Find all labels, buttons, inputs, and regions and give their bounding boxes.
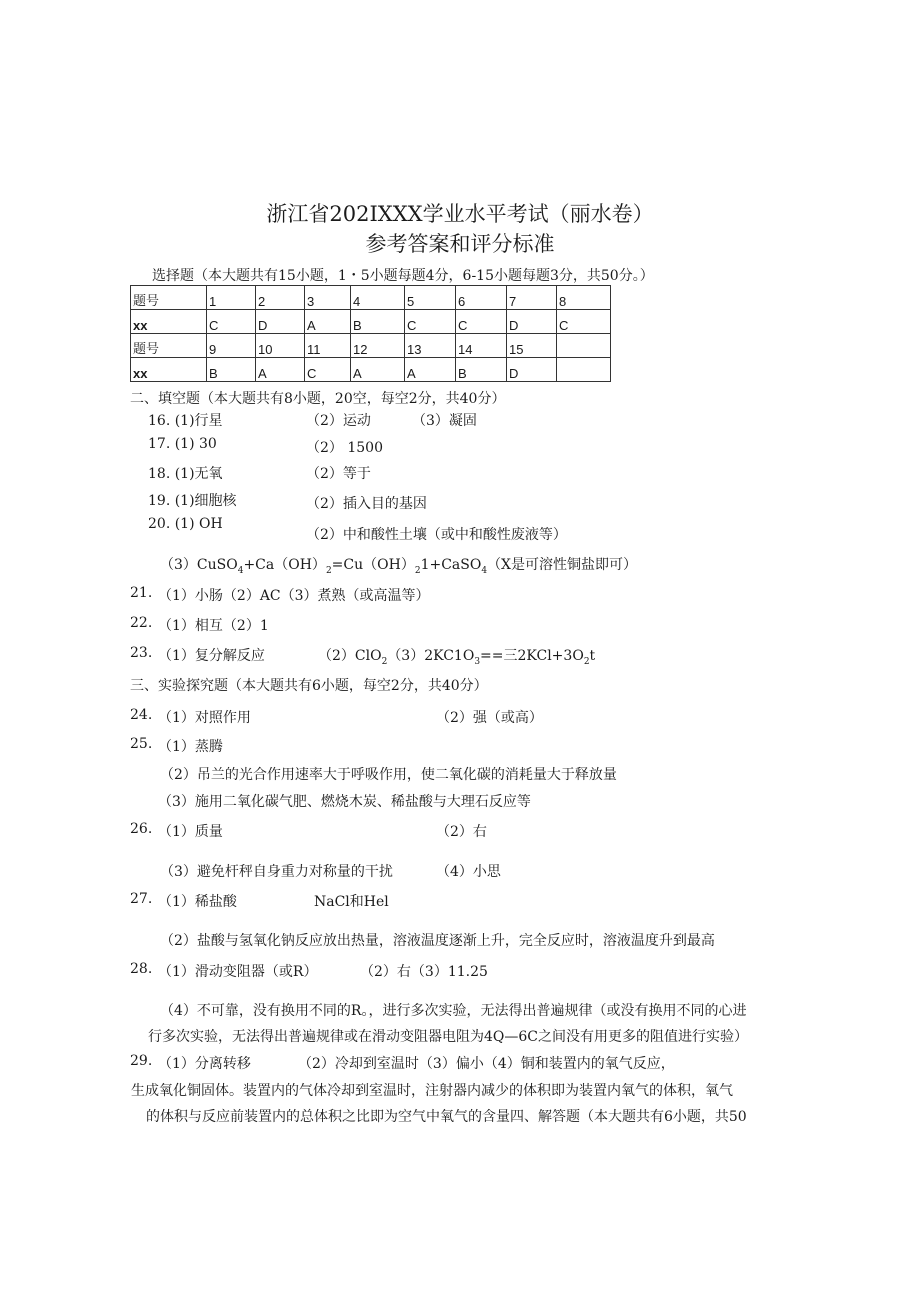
table-cell: 1 <box>207 286 256 310</box>
q19-part1: 19. (1)细胞核 <box>148 493 237 509</box>
q27-part2: （2）盐酸与氢氧化钠反应放出热量，溶液温度逐渐上升，完全反应时，溶液温度升到最高 <box>160 933 715 949</box>
q25-part3: （3）施用二氧化碳气肥、燃烧木炭、稀盐酸与大理石反应等 <box>158 794 531 810</box>
q28-part4-line2: 行多次实验，无法得出普遍规律或在滑动变阻器电阻为4Q—6C之间没有用更多的阻值进行实验） <box>148 1029 749 1045</box>
table-cell: C <box>207 310 256 334</box>
q22-answer: （1）相互（2）1 <box>158 618 269 634</box>
q29-line3: 的体积与反应前装置内的总体积之比即为空气中氧气的含量四、解答题（本大题共有6小题，共50 <box>146 1109 747 1125</box>
table-cell: 5 <box>405 286 456 310</box>
eq-text: t <box>589 648 596 664</box>
table-cell: C <box>456 310 507 334</box>
table-cell: 4 <box>351 286 405 310</box>
table-cell <box>557 334 611 358</box>
table-cell: D <box>256 310 305 334</box>
document-title: 浙江省202IXXX学业水平考试（丽水卷） <box>266 202 654 226</box>
q17-part2: （2） 1500 <box>306 440 383 456</box>
q28-part2: （2）右（3）11.25 <box>360 964 488 980</box>
table-cell: 3 <box>305 286 351 310</box>
table-cell: xx <box>131 310 207 334</box>
q17-part1: 17. (1) 30 <box>148 436 217 452</box>
table-row <box>131 286 611 310</box>
section-3-heading: 三、实验探究题（本大题共有6小题，每空2分，共40分） <box>130 678 488 694</box>
q27-number: 27. <box>130 891 153 907</box>
q27-part1: （1）稀盐酸 <box>158 894 237 910</box>
eq-text: +Ca（OH） <box>243 557 326 573</box>
q29-part1: （1）分离转移 <box>158 1056 251 1072</box>
table-cell: B <box>351 310 405 334</box>
eq-text: 1+CaSO <box>420 557 482 573</box>
q20-part1: 20. (1) OH <box>148 516 223 532</box>
table-cell: D <box>507 358 557 382</box>
eq-sub: 3 <box>474 656 481 667</box>
table-cell: B <box>207 358 256 382</box>
table-cell: 题号 <box>131 334 207 358</box>
q19-part2: （2）插入目的基因 <box>306 496 427 512</box>
table-row <box>131 334 611 358</box>
q26-number: 26. <box>130 821 153 837</box>
q23-part1: （1）复分解反应 <box>158 648 265 664</box>
table-cell: A <box>256 358 305 382</box>
q18-part1: 18. (1)无氧 <box>148 466 223 482</box>
q23-part2-equation <box>318 645 595 667</box>
q16-part1: 16. (1)行星 <box>148 413 223 429</box>
q25-part1: （1）蒸腾 <box>158 739 223 755</box>
q24-number: 24. <box>130 707 153 723</box>
table-cell: 9 <box>207 334 256 358</box>
q26-part2: （2）右 <box>436 824 487 840</box>
q28-number: 28. <box>130 961 153 977</box>
table-row <box>131 310 611 334</box>
table-cell: 题号 <box>131 286 207 310</box>
q26-part3: （3）避免杆秤自身重力对称量的干扰 <box>160 864 393 880</box>
document-subtitle: 参考答案和评分标准 <box>365 232 555 256</box>
q20-part3-equation <box>160 554 637 576</box>
q29-line2: 生成氧化铜固体。装置内的气体冷却到室温时，注射器内减少的体积即为装置内氧气的体积，氧气 <box>131 1083 733 1099</box>
eq-sub: 4 <box>237 565 244 576</box>
q24-part1: （1）对照作用 <box>158 710 251 726</box>
table-cell: C <box>405 310 456 334</box>
eq-text: ==三2KCl+3O <box>480 648 584 664</box>
q21-answer: （1）小肠（2）AC（3）煮熟（或高温等） <box>158 588 430 604</box>
eq-text: （2）ClO <box>318 648 382 664</box>
table-cell: 10 <box>256 334 305 358</box>
table-cell: 7 <box>507 286 557 310</box>
q20-part2: （2）中和酸性土壤（或中和酸性废液等） <box>306 527 567 543</box>
eq-sub: 2 <box>381 656 388 667</box>
q21-number: 21. <box>130 585 153 601</box>
table-cell: 8 <box>557 286 611 310</box>
q29-number: 29. <box>130 1053 153 1069</box>
table-cell: 6 <box>456 286 507 310</box>
eq-text: =Cu（OH） <box>331 557 415 573</box>
q28-part4-line1: （4）不可靠，没有换用不同的R。，进行多次实验，无法得出普遍规律（或没有换用不同的心进 <box>160 1003 747 1019</box>
table-cell: 11 <box>305 334 351 358</box>
eq-sub: 4 <box>481 565 488 576</box>
eq-text: （3）2KC1O <box>387 648 475 664</box>
table-cell <box>557 358 611 382</box>
eq-sub: 2 <box>414 565 421 576</box>
eq-sub: 2 <box>325 565 332 576</box>
table-cell: D <box>507 310 557 334</box>
table-cell: 13 <box>405 334 456 358</box>
eq-text: （3）CuSO <box>160 557 238 573</box>
eq-sub: 2 <box>583 656 590 667</box>
q28-part1: （1）滑动变阻器（或R） <box>158 964 318 980</box>
q25-part2: （2）吊兰的光合作用速率大于呼吸作用，使二氧化碳的消耗量大于释放量 <box>160 767 617 783</box>
q18-part2: （2）等于 <box>306 466 371 482</box>
q26-part1: （1）质量 <box>158 824 223 840</box>
section-2-heading: 二、填空题（本大题共有8小题，20空，每空2分，共40分） <box>130 391 506 407</box>
table-cell: 2 <box>256 286 305 310</box>
q24-part2: （2）强（或高） <box>436 710 543 726</box>
table-row <box>131 358 611 382</box>
table-cell: xx <box>131 358 207 382</box>
q22-number: 22. <box>130 615 153 631</box>
q16-part3: （3）凝固 <box>412 413 477 429</box>
table-cell: A <box>351 358 405 382</box>
q25-number: 25. <box>130 736 153 752</box>
table-cell: C <box>557 310 611 334</box>
table-cell: 14 <box>456 334 507 358</box>
eq-text: （X是可溶性铜盐即可） <box>487 557 638 573</box>
q29-part2: （2）冷却到室温时（3）偏小（4）铜和装置内的氧气反应， <box>298 1056 675 1072</box>
answer-table <box>130 285 611 382</box>
section-1-heading: 选择题（本大题共有15小题，1・5小题每题4分，6-15小题每题3分，共50分。） <box>152 268 654 284</box>
q16-part2: （2）运动 <box>306 413 371 429</box>
table-cell: 12 <box>351 334 405 358</box>
q26-part4: （4）小思 <box>436 864 501 880</box>
table-cell: 15 <box>507 334 557 358</box>
q23-number: 23. <box>130 645 153 661</box>
q27-part1b: NaCl和Hel <box>314 894 389 910</box>
table-cell: A <box>305 310 351 334</box>
table-cell: C <box>305 358 351 382</box>
table-cell: B <box>456 358 507 382</box>
table-cell: A <box>405 358 456 382</box>
